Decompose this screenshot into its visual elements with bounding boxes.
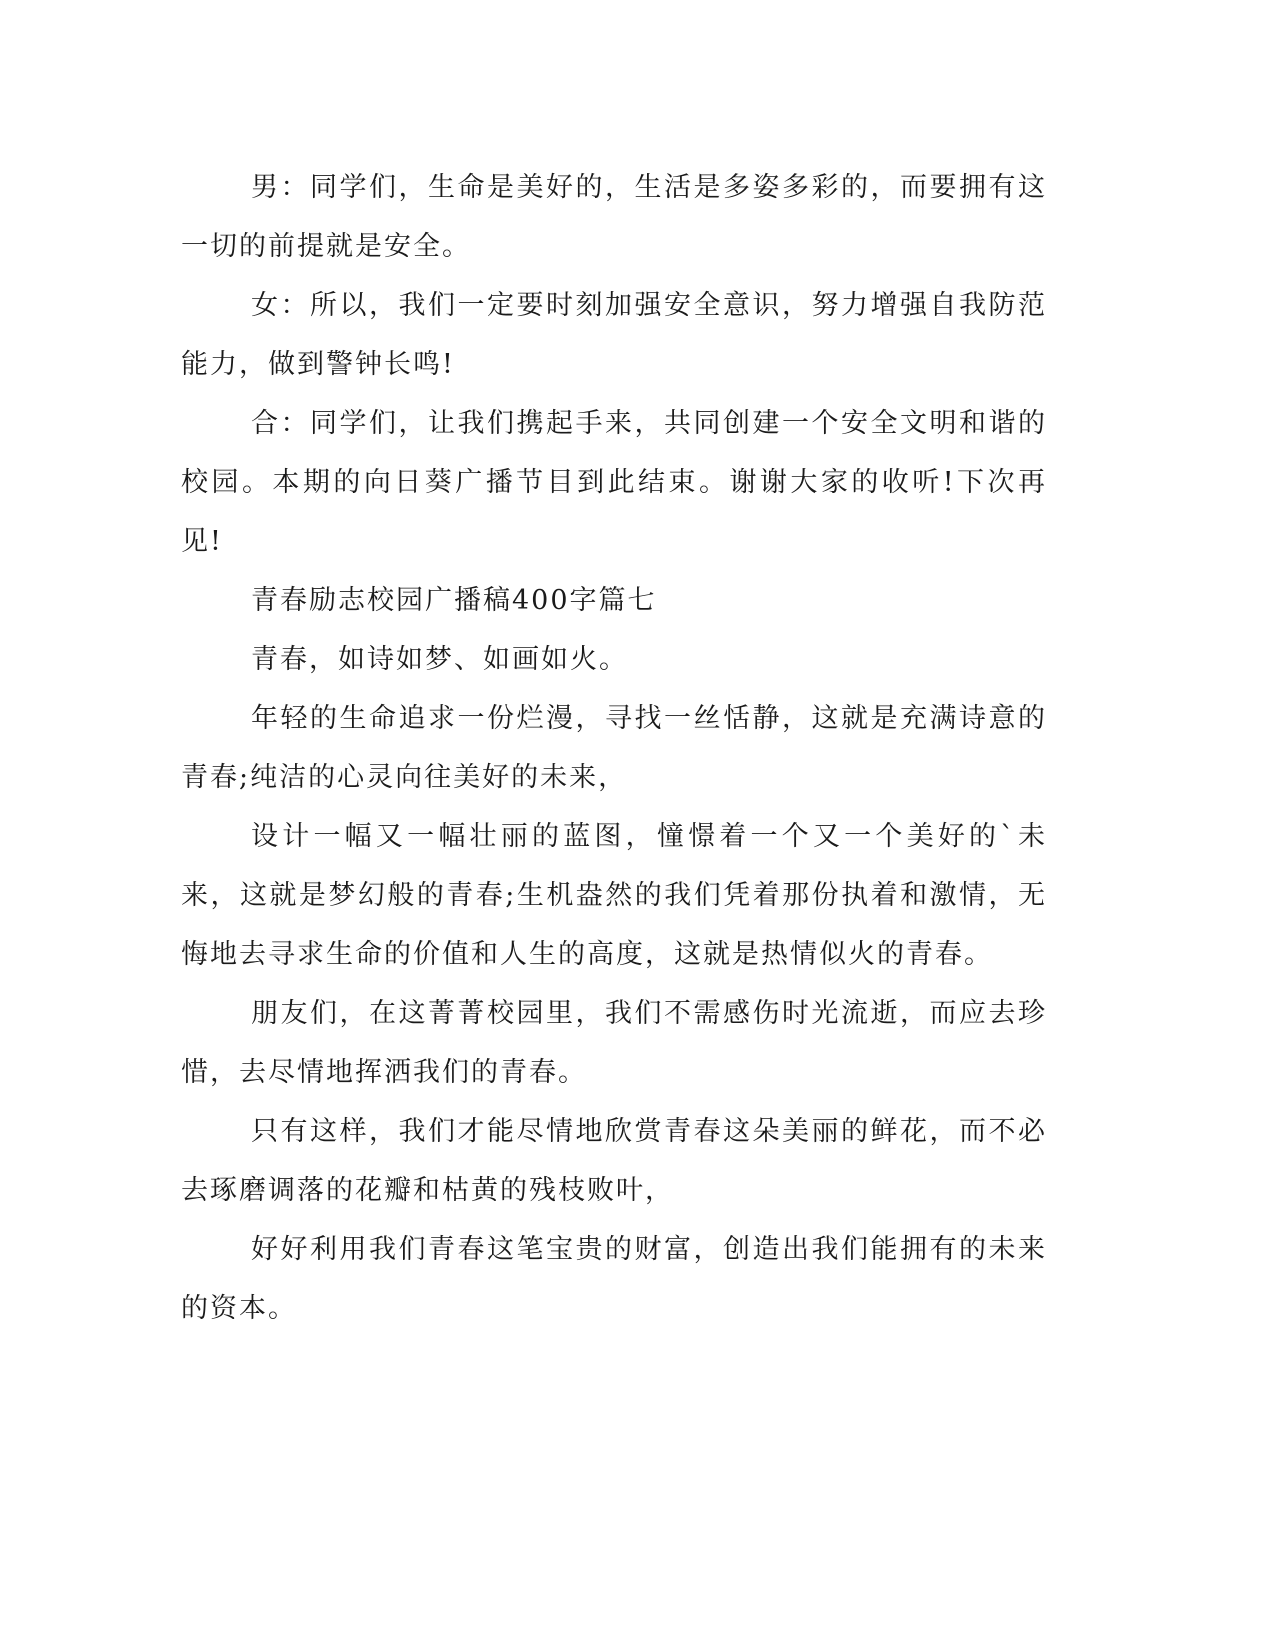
paragraph: 朋友们，在这菁菁校园里，我们不需感伤时光流逝，而应去珍惜，去尽情地挥洒我们的青春。	[181, 998, 1047, 1088]
paragraph-dialogue-male: 男：同学们，生命是美好的，生活是多姿多彩的，而要拥有这一切的前提就是安全。	[181, 172, 1047, 262]
paragraph-dialogue-female: 女：所以，我们一定要时刻加强安全意识，努力增强自我防范能力，做到警钟长鸣!	[181, 290, 1047, 380]
paragraph: 只有这样，我们才能尽情地欣赏青春这朵美丽的鲜花，而不必去琢磨调落的花瓣和枯黄的残枝败叶，	[181, 1116, 1047, 1206]
document-body	[181, 158, 1047, 1338]
paragraph: 设计一幅又一幅壮丽的蓝图，憧憬着一个又一个美好的`未来，这就是梦幻般的青春;生机盎然的我们凭着那份执着和激情，无悔地去寻求生命的价值和人生的高度，这就是热情似火的青春。	[181, 821, 1047, 970]
paragraph: 青春，如诗如梦、如画如火。	[251, 644, 628, 675]
paragraph: 好好利用我们青春这笔宝贵的财富，创造出我们能拥有的未来的资本。	[181, 1234, 1047, 1324]
paragraph-dialogue-together: 合：同学们，让我们携起手来，共同创建一个安全文明和谐的校园。本期的向日葵广播节目到此结束。谢谢大家的收听!下次再见!	[181, 408, 1047, 557]
paragraph: 年轻的生命追求一份烂漫，寻找一丝恬静，这就是充满诗意的青春;纯洁的心灵向往美好的未来，	[181, 703, 1047, 793]
section-heading: 青春励志校园广播稿400字篇七	[251, 585, 657, 616]
